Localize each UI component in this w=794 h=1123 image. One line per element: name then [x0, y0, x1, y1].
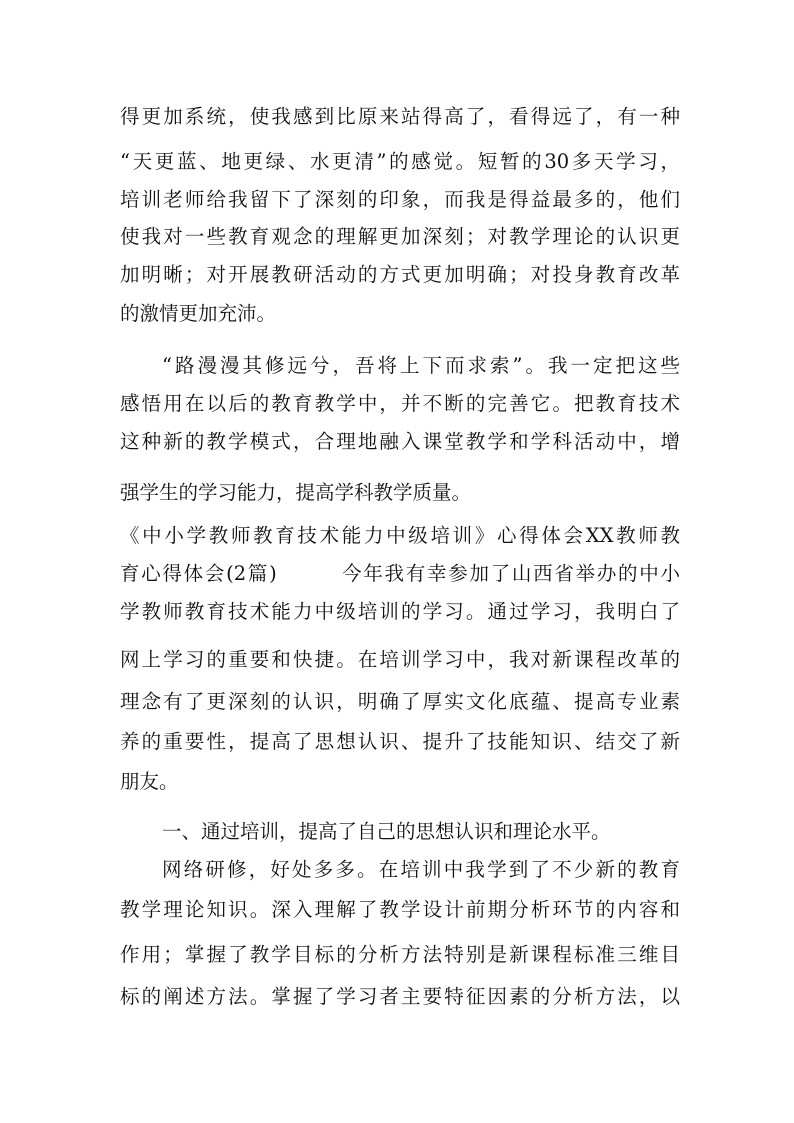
text-line: 标的阐述方法。掌握了学习者主要特征因素的分析方法，以	[120, 985, 680, 1008]
text-line: 这种新的教学模式，合理地融入课堂教学和学科活动中，增	[120, 430, 680, 453]
text-line: 养的重要性，提高了思想认识、提升了技能知识、结交了新	[120, 730, 680, 753]
text-line: 得更加系统，使我感到比原来站得高了，看得远了，有一种	[120, 105, 680, 128]
text-line: 育心得体会(2篇) 今年我有幸参加了山西省举办的中小	[120, 562, 680, 585]
text-line: 的激情更加充沛。	[120, 302, 277, 325]
text-line: 理念有了更深刻的认识，明确了厚实文化底蕴、提高专业素	[120, 690, 680, 713]
text-line: 强学生的学习能力，提高学科教学质量。	[120, 481, 472, 504]
text-line: 作用；掌握了教学目标的分析方法特别是新课程标准三维目	[120, 943, 680, 966]
text-line: 朋友。	[120, 770, 179, 793]
text-line: “天更蓝、地更绿、水更清”的感觉。短暂的30多天学习，	[120, 150, 680, 173]
text-line: 网上学习的重要和快捷。在培训学习中，我对新课程改革的	[120, 648, 680, 671]
text-line: 加明晰；对开展教研活动的方式更加明确；对投身教育改革	[120, 263, 680, 286]
text-line: 学教师教育技术能力中级培训的学习。通过学习，我明白了	[120, 600, 680, 623]
text-line: 教学理论知识。深入理解了教学设计前期分析环节的内容和	[120, 898, 680, 921]
text-line: “路漫漫其修远兮，吾将上下而求索”。我一定把这些	[162, 354, 680, 377]
text-line: 感悟用在以后的教育教学中，并不断的完善它。把教育技术	[120, 392, 680, 415]
text-line: 培训老师给我留下了深刻的印象，而我是得益最多的，他们	[120, 188, 680, 211]
text-line: 一、通过培训，提高了自己的思想认识和理论水平。	[162, 820, 611, 843]
text-line: 网络研修，好处多多。在培训中我学到了不少新的教育	[162, 858, 680, 881]
text-line: 《中小学教师教育技术能力中级培训》心得体会XX教师教	[120, 524, 680, 547]
text-line: 使我对一些教育观念的理解更加深刻；对教学理论的认识更	[120, 225, 680, 248]
